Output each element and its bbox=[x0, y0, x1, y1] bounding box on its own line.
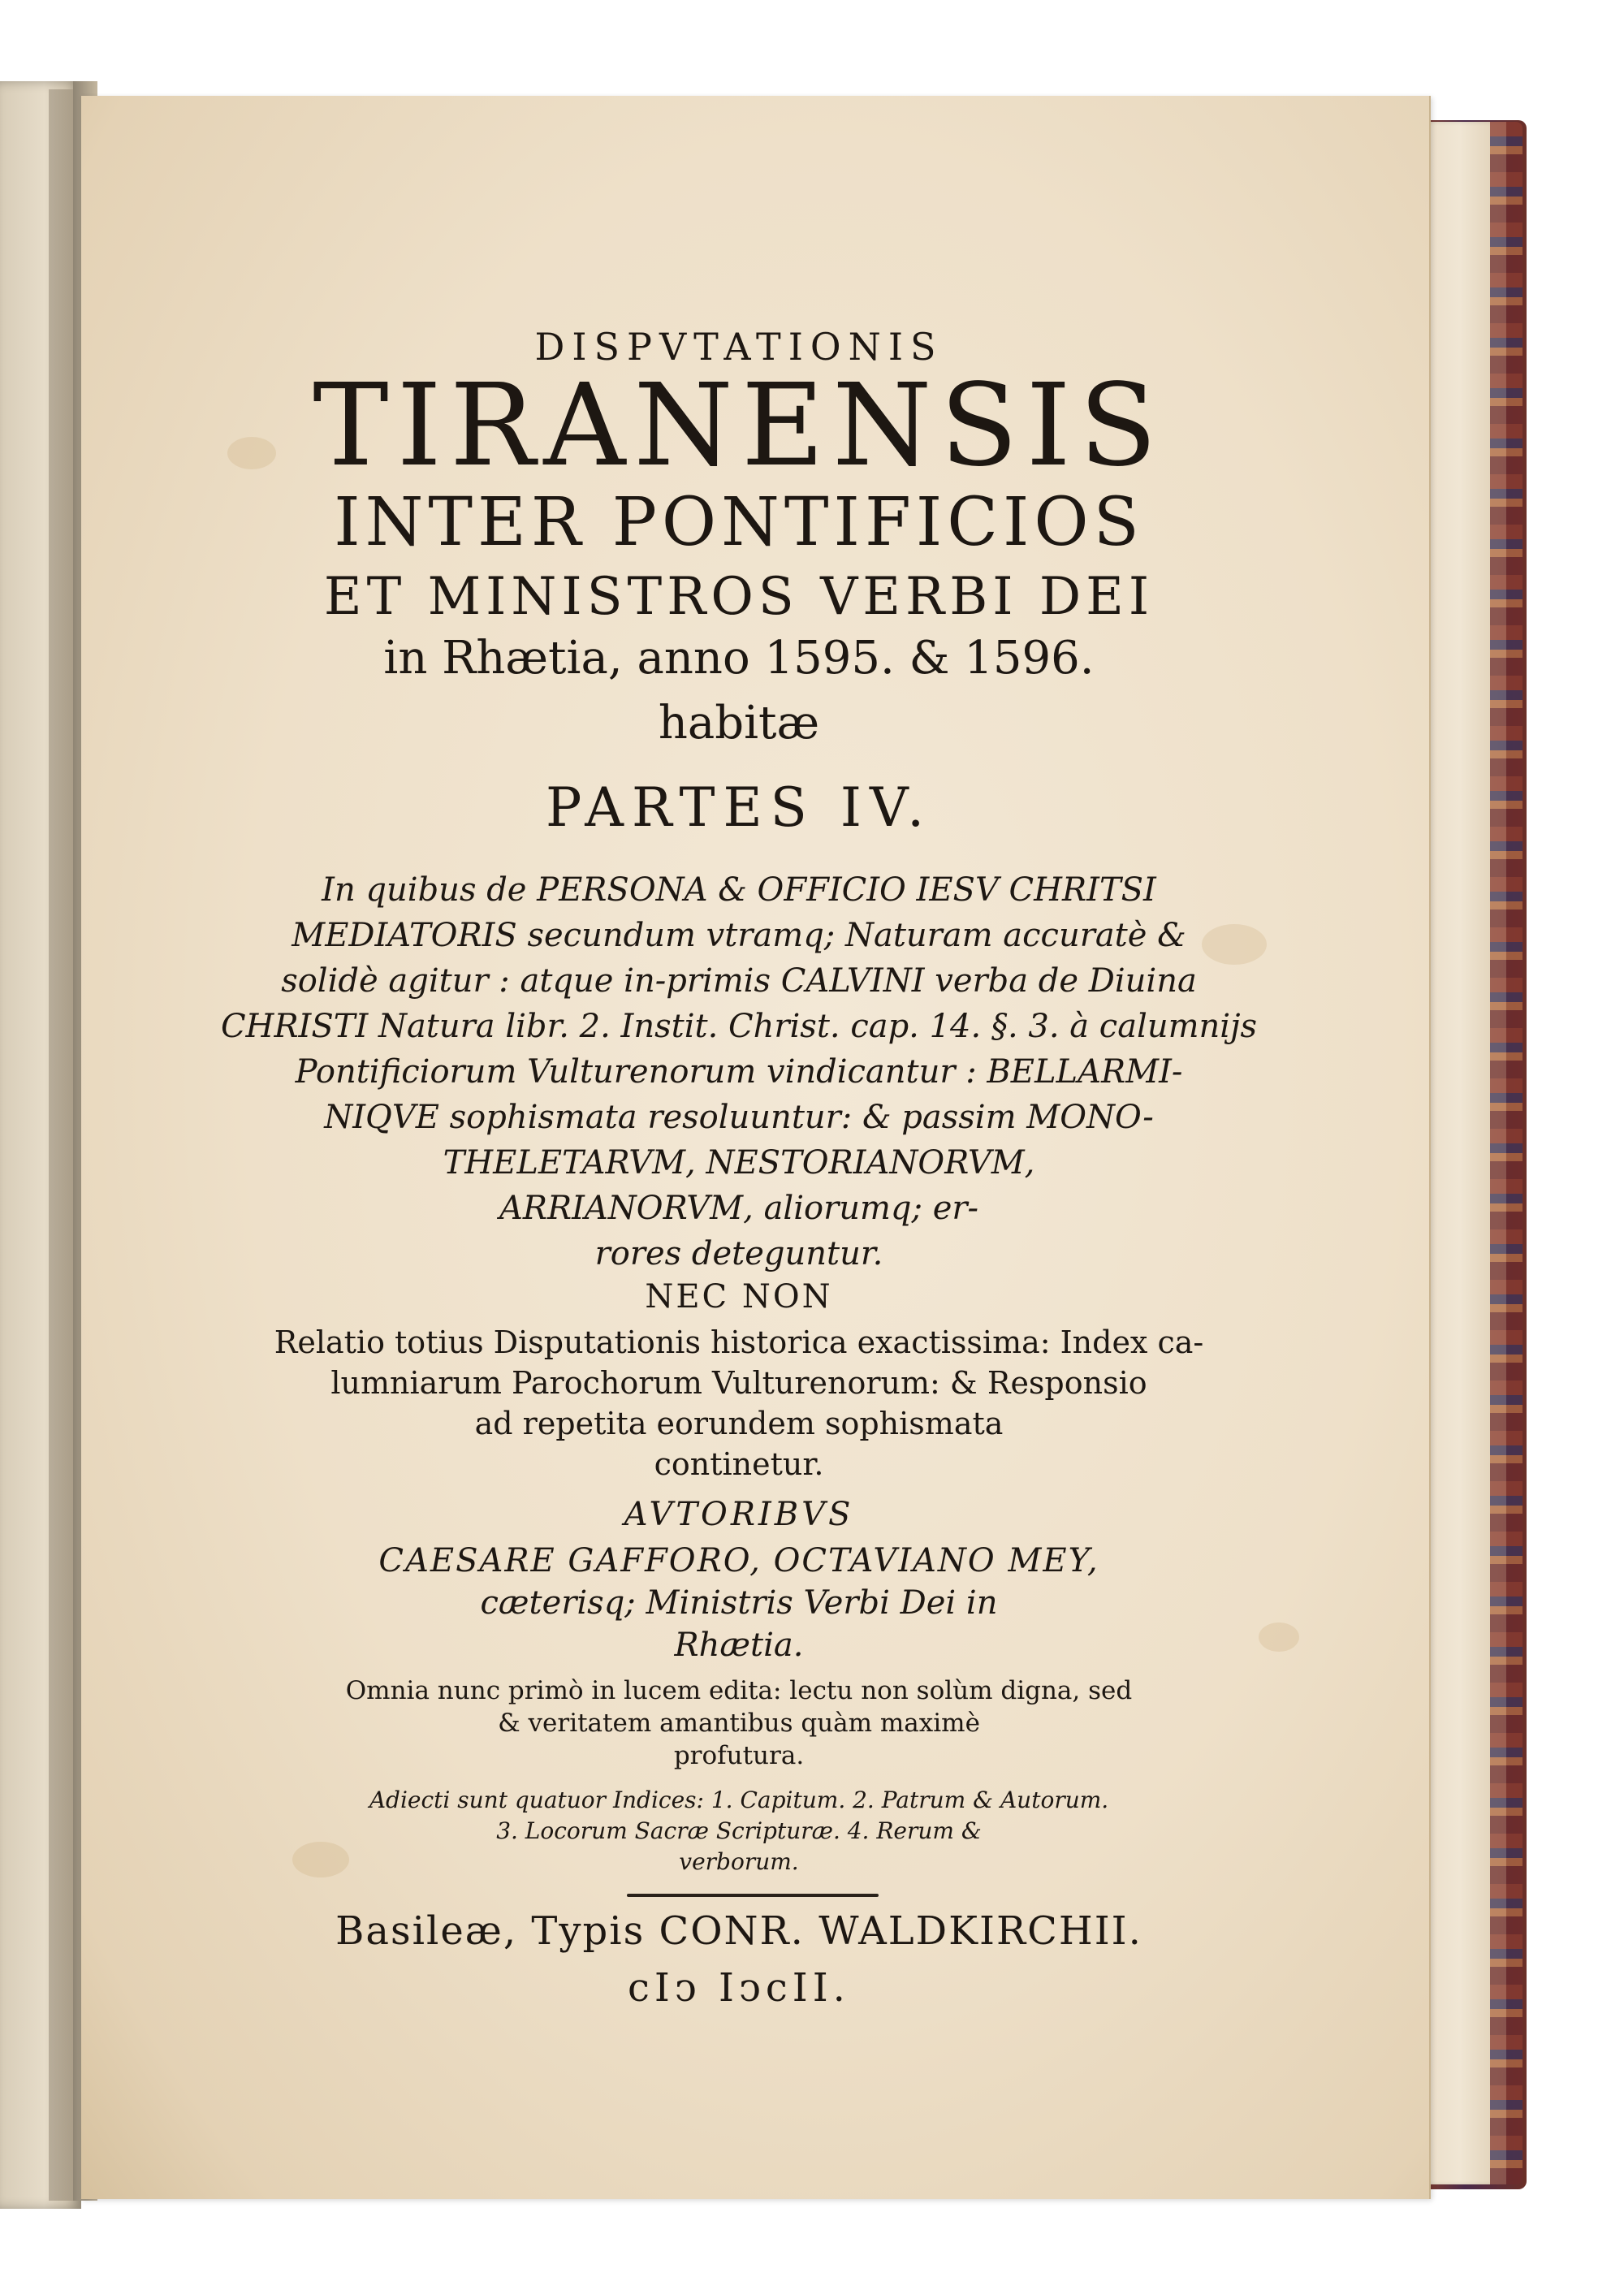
omnia-line: profutura. bbox=[673, 1741, 805, 1770]
intro-line: Pontificiorum Vulturenorum vindicantur : BELLARMI- bbox=[295, 1053, 1183, 1091]
intro-line: ARRIANORVM, aliorumq; er- bbox=[499, 1190, 978, 1227]
intro-line: THELETARVM, NESTORIANORVM, bbox=[443, 1144, 1035, 1182]
relatio-line: lumniarum Parochorum Vulturenorum: & Responsio bbox=[330, 1365, 1147, 1401]
title-line-partes: PARTES IV. bbox=[545, 776, 933, 839]
omnia-line: Omnia nunc primò in lucem edita: lectu non solùm digna, sed bbox=[345, 1676, 1133, 1705]
indices-line: Adiecti sunt quatuor Indices: 1. Capitum. 2. Patrum & Autorum. bbox=[369, 1787, 1109, 1813]
divider-rule bbox=[627, 1894, 879, 1897]
relatio-line: continetur. bbox=[654, 1446, 824, 1482]
indices-line: verborum. bbox=[679, 1848, 799, 1875]
title-line-rhaetia: in Rhætia, anno 1595. & 1596. bbox=[383, 632, 1095, 685]
intro-line: MEDIATORIS secundum vtramq; Naturam accuratè & bbox=[292, 917, 1186, 954]
title-line-inter-pontificios: INTER PONTIFICIOS bbox=[334, 484, 1144, 561]
author-line: cæterisq; Ministris Verbi Dei in bbox=[480, 1584, 998, 1622]
intro-line: solidè agitur : atque in-primis CALVINI verba de Diuina bbox=[281, 962, 1197, 1000]
autoribus-heading: AVTORIBVS bbox=[624, 1496, 854, 1533]
title-page bbox=[81, 96, 1431, 2199]
intro-line: CHRISTI Natura libr. 2. Instit. Christ. cap. 14. §. 3. à calumnijs bbox=[220, 1008, 1258, 1045]
nec-non-line: NEC NON bbox=[645, 1278, 833, 1316]
marbled-cover-edge bbox=[1490, 122, 1522, 2184]
intro-line: In quibus de PERSONA & OFFICIO IESV CHRITSI bbox=[322, 871, 1156, 909]
title-line-et-ministros: ET MINISTROS VERBI DEI bbox=[323, 567, 1155, 627]
indices-line: 3. Locorum Sacræ Scripturæ. 4. Rerum & bbox=[496, 1817, 982, 1844]
intro-line: NIQVE sophismata resoluuntur: & passim MONO- bbox=[324, 1099, 1154, 1136]
relatio-line: ad repetita eorundem sophismata bbox=[474, 1406, 1004, 1441]
intro-line: rores deteguntur. bbox=[594, 1235, 883, 1272]
omnia-line: & veritatem amantibus quàm maximè bbox=[498, 1709, 980, 1738]
author-line: CAESARE GAFFORO, OCTAVIANO MEY, bbox=[378, 1542, 1099, 1579]
date-line: cIↄ IↄcII. bbox=[628, 1965, 850, 2011]
relatio-line: Relatio totius Disputationis historica exactissima: Index ca- bbox=[274, 1324, 1204, 1360]
title-line-tiranensis: TIRANENSIS bbox=[313, 360, 1165, 492]
author-line: Rhætia. bbox=[674, 1627, 804, 1664]
imprint-line: Basileæ, Typis CONR. WALDKIRCHII. bbox=[335, 1908, 1142, 1954]
title-line-habitae: habitæ bbox=[658, 697, 820, 750]
title-line-disputationis: DISPVTATIONIS bbox=[534, 325, 944, 369]
